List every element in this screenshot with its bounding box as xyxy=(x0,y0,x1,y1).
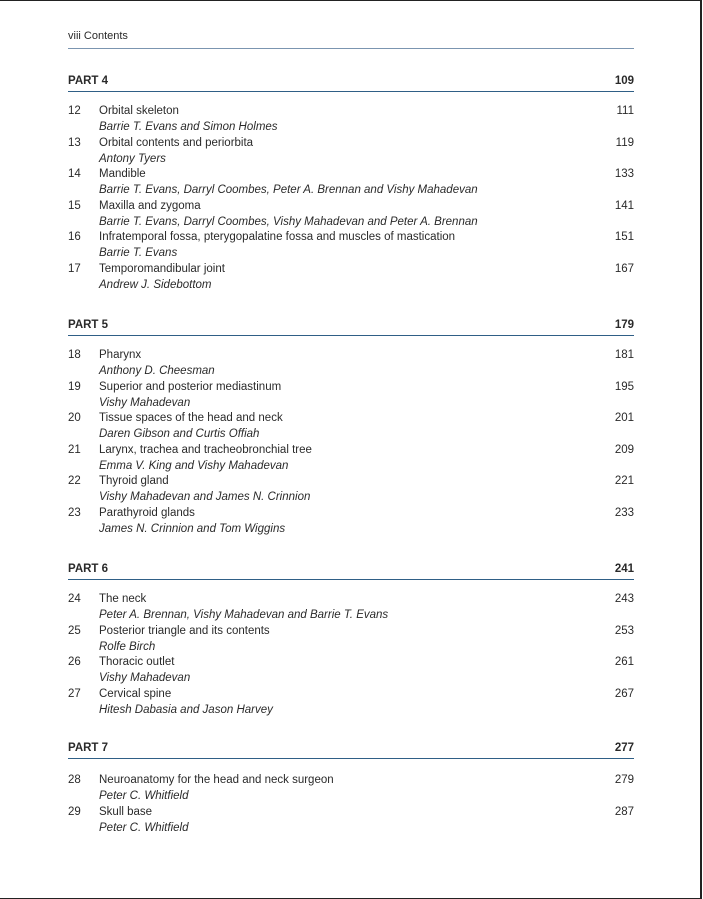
chapter-page-number: 253 xyxy=(614,624,634,637)
chapter-list xyxy=(68,592,634,718)
chapter-authors: Andrew J. Sidebottom xyxy=(99,278,212,291)
chapter-entry[interactable] xyxy=(68,805,634,837)
chapter-authors: Peter C. Whitfield xyxy=(99,790,189,802)
chapter-title: Pharynx xyxy=(99,349,142,361)
part-heading xyxy=(68,318,634,336)
chapter-page-number: 267 xyxy=(614,687,634,700)
chapter-list xyxy=(68,773,634,836)
chapter-entry[interactable] xyxy=(68,687,634,719)
chapter-number: 17 xyxy=(68,262,81,275)
chapter-entry[interactable] xyxy=(68,655,634,687)
chapter-authors: Emma V. King and Vishy Mahadevan xyxy=(99,459,289,472)
part-label: PART 5 xyxy=(68,319,109,331)
part-heading xyxy=(68,562,634,580)
chapter-title: Tissue spaces of the head and neck xyxy=(99,412,283,425)
chapter-entry[interactable] xyxy=(68,348,634,380)
chapter-authors: Daren Gibson and Curtis Offiah xyxy=(99,428,260,441)
chapter-title: Temporomandibular joint xyxy=(99,262,225,275)
part-label: PART 6 xyxy=(68,563,109,575)
chapter-entry[interactable] xyxy=(68,443,634,475)
chapter-entry[interactable] xyxy=(68,592,634,624)
part-section xyxy=(68,74,634,294)
chapter-page-number: 141 xyxy=(614,199,634,212)
chapter-title: Cervical spine xyxy=(99,687,172,700)
chapter-page-number: 119 xyxy=(615,136,634,149)
chapter-title: The neck xyxy=(99,593,147,605)
part-section xyxy=(68,318,634,538)
chapter-authors: Antony Tyers xyxy=(99,152,166,165)
chapter-entry[interactable] xyxy=(68,167,634,199)
part-page-number: 109 xyxy=(614,75,634,87)
chapter-page-number: 181 xyxy=(614,349,634,361)
chapter-authors: Barrie T. Evans, Darryl Coombes, Vishy Mahadevan and Peter A. Brennan xyxy=(99,215,478,228)
chapter-authors: Vishy Mahadevan xyxy=(99,672,191,685)
chapter-authors: Anthony D. Cheesman xyxy=(99,365,215,377)
chapter-page-number: 151 xyxy=(614,231,634,244)
chapter-number: 23 xyxy=(68,506,81,519)
chapter-list xyxy=(68,104,634,294)
chapter-entry[interactable] xyxy=(68,380,634,412)
chapter-number: 21 xyxy=(68,443,81,456)
chapter-authors: Rolfe Birch xyxy=(99,640,156,653)
chapter-title: Orbital skeleton xyxy=(99,105,179,117)
chapter-page-number: 133 xyxy=(614,168,634,181)
running-head: viii Contents xyxy=(68,29,634,49)
chapter-number: 12 xyxy=(68,105,81,117)
chapter-entry[interactable] xyxy=(68,230,634,262)
chapter-list xyxy=(68,348,634,538)
chapter-number: 24 xyxy=(68,593,81,605)
chapter-page-number: 261 xyxy=(614,656,634,669)
chapter-number: 27 xyxy=(68,687,81,700)
part-section xyxy=(68,741,634,836)
chapter-number: 22 xyxy=(68,475,81,488)
chapter-entry[interactable] xyxy=(68,624,634,656)
chapter-title: Infratemporal fossa, pterygopalatine fossa and muscles of mastication xyxy=(99,231,456,244)
chapter-title: Neuroanatomy for the head and neck surgeon xyxy=(99,774,334,786)
chapter-title: Posterior triangle and its contents xyxy=(99,624,270,637)
part-page-number: 179 xyxy=(614,319,634,331)
chapter-title: Larynx, trachea and tracheobronchial tree xyxy=(99,443,312,456)
chapter-page-number: 233 xyxy=(614,506,634,519)
chapter-entry[interactable] xyxy=(68,506,634,538)
part-page-number: 241 xyxy=(614,563,634,575)
part-section xyxy=(68,562,634,718)
chapter-authors: Barrie T. Evans, Darryl Coombes, Peter A. Brennan and Vishy Mahadevan xyxy=(99,184,478,197)
chapter-number: 14 xyxy=(68,168,81,181)
chapter-title: Mandible xyxy=(99,168,146,181)
part-page-number: 277 xyxy=(614,742,634,754)
part-heading xyxy=(68,74,634,92)
chapter-authors: Hitesh Dabasia and Jason Harvey xyxy=(99,703,273,716)
chapter-entry[interactable] xyxy=(68,104,634,136)
chapter-page-number: 243 xyxy=(614,593,634,605)
chapter-page-number: 209 xyxy=(614,443,634,456)
chapter-entry[interactable] xyxy=(68,136,634,168)
chapter-authors: Peter A. Brennan, Vishy Mahadevan and Barrie T. Evans xyxy=(99,609,389,621)
chapter-title: Orbital contents and periorbita xyxy=(99,136,254,149)
chapter-number: 16 xyxy=(68,231,81,244)
chapter-number: 25 xyxy=(68,624,81,637)
part-label: PART 4 xyxy=(68,75,109,87)
chapter-number: 13 xyxy=(68,136,81,149)
chapter-entry[interactable] xyxy=(68,411,634,443)
chapter-authors: Vishy Mahadevan xyxy=(99,396,191,409)
chapter-title: Thoracic outlet xyxy=(99,656,175,669)
chapter-authors: Vishy Mahadevan and James N. Crinnion xyxy=(99,491,311,504)
chapter-page-number: 279 xyxy=(614,774,634,786)
chapter-number: 18 xyxy=(68,349,81,361)
chapter-number: 29 xyxy=(68,805,81,818)
chapter-page-number: 111 xyxy=(616,105,634,117)
chapter-number: 26 xyxy=(68,656,81,669)
chapter-page-number: 287 xyxy=(614,805,634,818)
chapter-page-number: 167 xyxy=(614,262,634,275)
chapter-entry[interactable] xyxy=(68,474,634,506)
chapter-authors: Barrie T. Evans xyxy=(99,247,178,260)
chapter-title: Skull base xyxy=(99,805,153,818)
chapter-page-number: 201 xyxy=(614,412,634,425)
chapter-title: Superior and posterior mediastinum xyxy=(99,380,282,393)
chapter-entry[interactable] xyxy=(68,199,634,231)
chapter-entry[interactable] xyxy=(68,262,634,294)
chapter-entry[interactable] xyxy=(68,773,634,805)
chapter-authors: Barrie T. Evans and Simon Holmes xyxy=(99,121,278,133)
chapter-page-number: 195 xyxy=(614,380,634,393)
chapter-number: 19 xyxy=(68,380,81,393)
chapter-number: 15 xyxy=(68,199,81,212)
chapter-title: Maxilla and zygoma xyxy=(99,199,201,212)
chapter-number: 20 xyxy=(68,412,81,425)
part-heading xyxy=(68,741,634,759)
chapter-authors: James N. Crinnion and Tom Wiggins xyxy=(99,522,286,535)
part-label: PART 7 xyxy=(68,742,109,754)
chapter-page-number: 221 xyxy=(614,475,634,488)
chapter-number: 28 xyxy=(68,774,81,786)
chapter-title: Parathyroid glands xyxy=(99,506,195,519)
chapter-authors: Peter C. Whitfield xyxy=(99,821,189,834)
chapter-title: Thyroid gland xyxy=(99,475,169,488)
